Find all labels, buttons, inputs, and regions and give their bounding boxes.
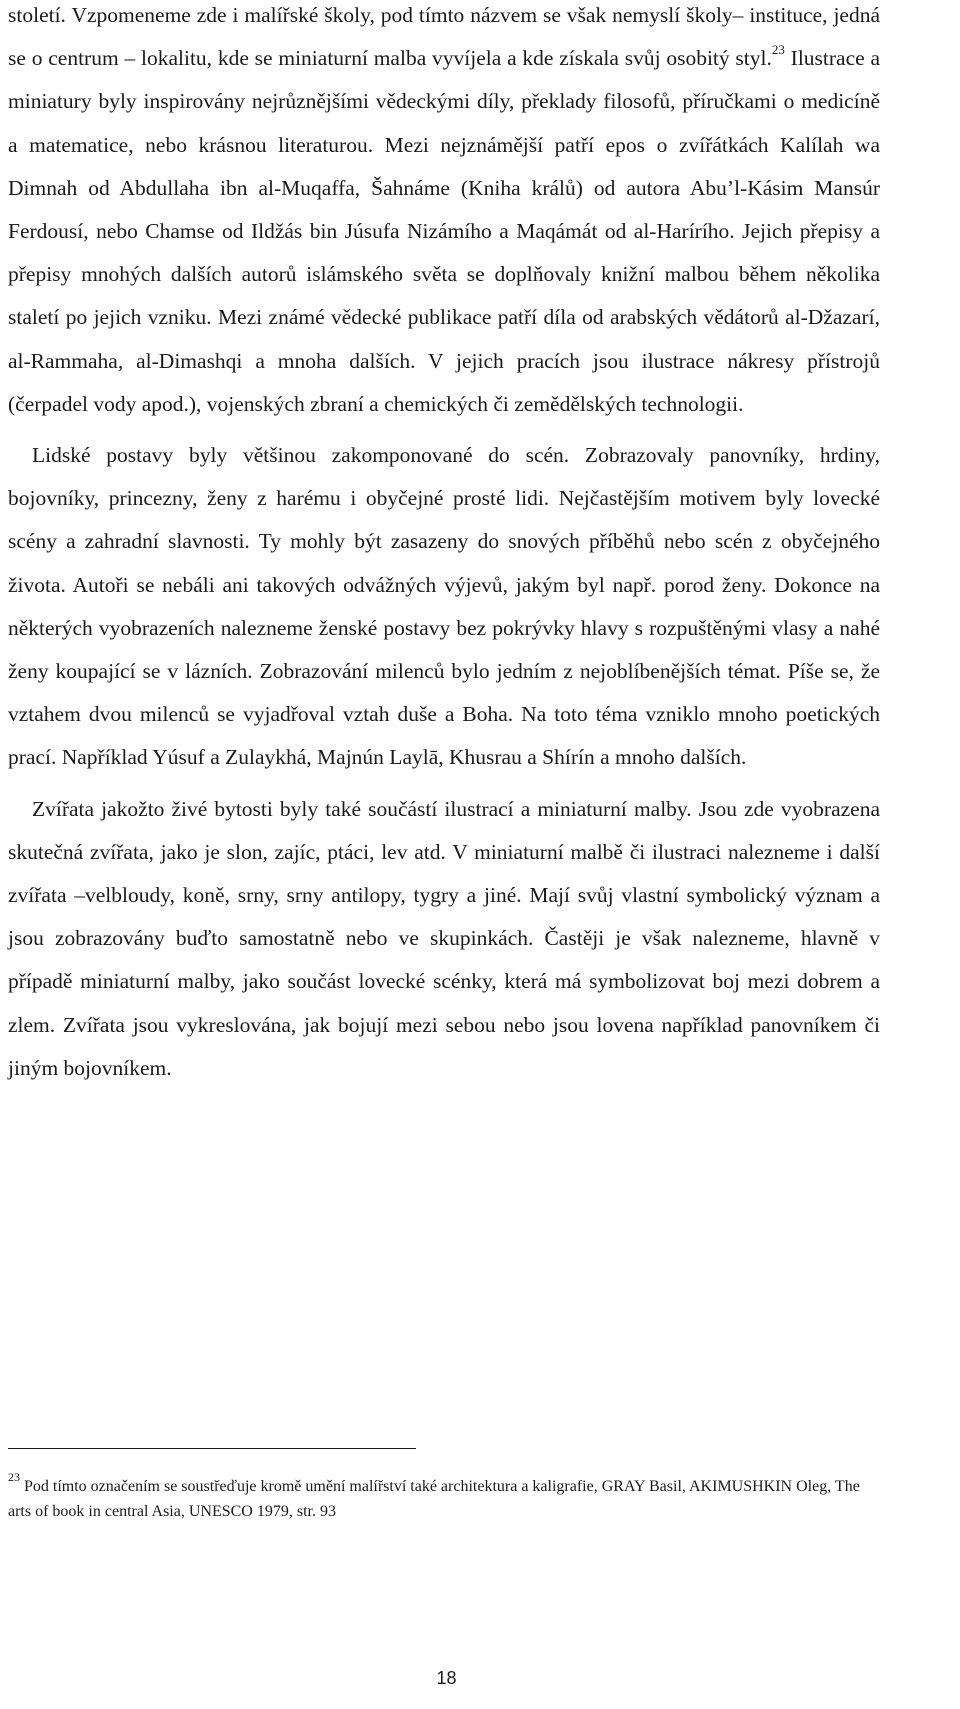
paragraph-1-part-2: Ilustrace a miniatury byly inspirovány nejrůznějšími vědeckými díly, překlady filosofů, příručkami o medicíně a matematice, nebo krásnou literaturou. Mezi nejznámější patří epos o zvířátkách Kalílah wa Dimnah od Abdullaha ibn al-Muqaffa, Šahnáme (Kniha králů) od autora Abu’l-Kásim Mansúr Ferdousí, nebo Chamse od Ildžás bin Júsufa Nizámího a Maqámát od al-Harírího. Jejich přepisy a přepisy mnohých dalších autorů islámského světa se doplňovaly knižní malbou během několika staletí po jejich vzniku. Mezi známé vědecké publikace patří díla od arabských vědátorů al-Džazarí, al-Rammaha, al-Dimashqi a mnoha dalších. V jejich pracích jsou ilustrace nákresy přístrojů (čerpadel vody apod.), vojenských zbraní a chemických či zemědělských technologii. — [8, 46, 880, 416]
page-number: 18 — [436, 1668, 457, 1688]
paragraph-1 — [8, 0, 880, 426]
footnote — [8, 1469, 880, 1524]
paragraph-2: Lidské postavy byly většinou zakomponované do scén. Zobrazovaly panovníky, hrdiny, bojovníky, princezny, ženy z harému i obyčejné prosté lidi. Nejčastějším motivem byly lovecké scény a zahradní slavnosti. Ty mohly být zasazeny do snových příběhů nebo scén z obyčejného života. Autoři se nebáli ani takových odvážných výjevů, jakým byl např. porod ženy. Dokonce na některých vyobrazeních nalezneme ženské postavy bez pokrývky hlavy s rozpuštěnými vlasy a nahé ženy koupající se v lázních. Zobrazování milenců bylo jedním z nejoblíbenějších témat. Píše se, že vztahem dvou milenců se vyjadřoval vztah duše a Boha. Na toto téma vzniklo mnoho poetických prací. Například Yúsuf a Zulaykhá, Majnún Laylā, Khusrau a Shírín a mnoho dalších. — [8, 443, 880, 770]
paragraph-3: Zvířata jakožto živé bytosti byly také součástí ilustrací a miniaturní malby. Jsou zde vyobrazena skutečná zvířata, jako je slon, zajíc, ptáci, lev atd. V miniaturní malbě či ilustraci nalezneme i další zvířata –velbloudy, koně, srny, srny antilopy, tygry a jiné. Mají svůj vlastní symbolický význam a jsou zobrazovány buďto samostatně nebo ve skupinkách. Častěji je však nalezneme, hlavně v případě miniaturní malby, jako součást lovecké scénky, která má symbolizovat boj mezi dobrem a zlem. Zvířata jsou vykreslována, jak bojují mezi sebou nebo jsou lovena například panovníkem či jiným bojovníkem. — [8, 796, 880, 1080]
footnote-text: Pod tímto označením se soustřeďuje kromě umění malířství také architektura a kaligrafie, GRAY Basil, AKIMUSHKIN Oleg, The arts of book in central Asia, UNESCO 1979, str. 93 — [8, 1478, 860, 1520]
footnote-separator — [8, 1448, 416, 1449]
paragraph-1-part-1: století. Vzpomeneme zde i malířské školy, pod tímto názvem se však nemyslí školy– instituce, jedná se o centrum – lokalitu, kde se miniaturní malba vyvíjela a kde získala svůj osobitý styl. — [8, 3, 880, 71]
body-text — [8, 0, 880, 1090]
footnote-reference: 23 — [771, 42, 785, 58]
footnote-number: 23 — [8, 1469, 20, 1484]
